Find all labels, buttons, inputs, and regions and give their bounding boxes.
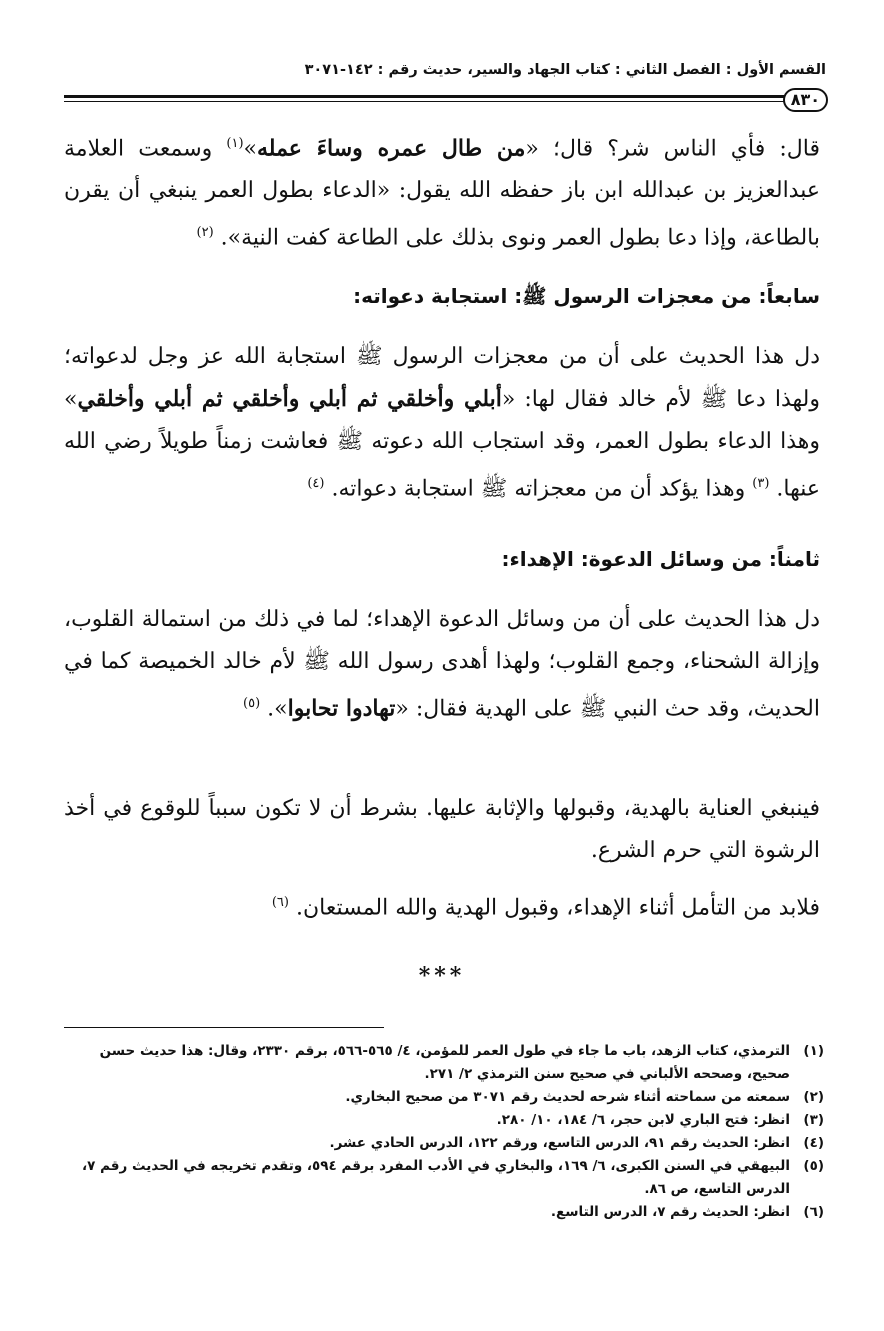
- footnote-ref: (٢): [196, 225, 214, 241]
- footnote-ref: (٤): [307, 476, 325, 491]
- footnote-3: (٣)انظر: فتح الباري لابن حجر، ٦/ ١٨٤، ١٠/ ٢٨٠.: [496, 1112, 824, 1128]
- footnote-1: (١)الترمذي، كتاب الزهد، باب ما جاء في طول العمر للمؤمن، ٤/ ٥٦٥-٥٦٦، برقم ٢٣٣٠، وقال: هذا حديث حسن صحيح، وصححه الألباني في صحيح سنن الترمذي ٢/ ٢٧١.: [99, 1043, 824, 1082]
- hadith-quote: تهادوا تحابوا: [287, 695, 396, 722]
- footnote-ref: (٥): [243, 696, 261, 711]
- footnote-ref: (٦): [271, 895, 289, 910]
- paragraph-4: فينبغي العناية بالهدية، وقبولها والإثابة عليها. بشرط أن لا تكون سبباً للوقوع في أخذ الرشوة التي حرم الشرع.: [64, 796, 820, 863]
- footnote-2: (٢)سمعته من سماحته أثناء شرحه لحديث رقم ٣٠٧١ من صحيح البخاري.: [345, 1089, 824, 1105]
- paragraph-5: فلابد من التأمل أثناء الإهداء، وقبول الهدية والله المستعان. $^{(٦)}$: [271, 895, 820, 921]
- section-heading-8: ثامناً: من وسائل الدعوة: الإهداء:: [501, 547, 820, 571]
- paragraph-3: دل هذا الحديث على أن من وسائل الدعوة الإهداء؛ لما في ذلك من استمالة القلوب، وإزالة الشحناء، وجمع القلوب؛ ولهذا أهدى رسول الله ﷺ لأم خالد الخميصة كما في الحديث، وقد حث النبي ﷺ على الهدية فقال: «تهادوا تحابوا». $^{(٥)}$: [64, 607, 820, 722]
- footnotes: [58, 1040, 824, 1224]
- paragraph-1: قال: فأي الناس شر؟ قال؛ «من طال عمره وساءَ عمله»$^{(١)}$ وسمعت العلامة عبدالعزيز بن عبدالله ابن باز حفظه الله يقول: «الدعاء بطول العمر ينبغي أن يقرن بالطاعة، وإذا دعا بطول العمر ونوى بذلك على الطاعة كفت النية». $^{(٢)}$: [64, 135, 820, 251]
- footnote-4: (٤)انظر: الحديث رقم ٩١، الدرس التاسع، ورقم ١٢٢، الدرس الحادي عشر.: [329, 1135, 824, 1151]
- footnote-ref: (١): [226, 136, 244, 151]
- running-header-title: القسم الأول : الفصل الثاني : كتاب الجهاد والسير، حديث رقم : ١٤٢-٣٠٧١: [304, 62, 826, 78]
- page-number: ٨٣٠: [783, 88, 828, 112]
- paragraph-2: دل هذا الحديث على أن من معجزات الرسول ﷺ استجابة الله عز وجل لدعواته؛ ولهذا دعا ﷺ لأم خالد فقال لها: «أبلي وأخلقي ثم أبلي وأخلقي ثم أبلي وأخلقي» وهذا الدعاء بطول العمر، وقد استجاب الله دعوته ﷺ فعاشت زمناً طويلاً رضي الله عنها. $^{(٣)}$ وهذا يؤكد أن من معجزاته ﷺ استجابة دعواته. $^{(٤)}$: [64, 344, 820, 502]
- footnote-rule: [64, 1027, 384, 1028]
- section-heading-7: سابعاً: من معجزات الرسول ﷺ: استجابة دعواته:: [353, 284, 820, 308]
- header-rule-thin: [64, 101, 784, 102]
- hadith-quote: أبلي وأخلقي ثم أبلي وأخلقي ثم أبلي وأخلقي: [77, 386, 502, 412]
- hadith-quote: من طال عمره وساءَ عمله: [256, 135, 526, 162]
- section-separator: ***: [418, 963, 466, 989]
- footnote-5: (٥)البيهقي في السنن الكبرى، ٦/ ١٦٩، والبخاري في الأدب المفرد برقم ٥٩٤، وتقدم تخريجه في الحديث رقم ٧، الدرس التاسع، ص ٨٦.: [81, 1158, 824, 1197]
- footnote-6: (٦)انظر: الحديث رقم ٧، الدرس التاسع.: [550, 1204, 824, 1220]
- footnote-ref: (٣): [752, 476, 770, 491]
- header-rule: [64, 95, 784, 98]
